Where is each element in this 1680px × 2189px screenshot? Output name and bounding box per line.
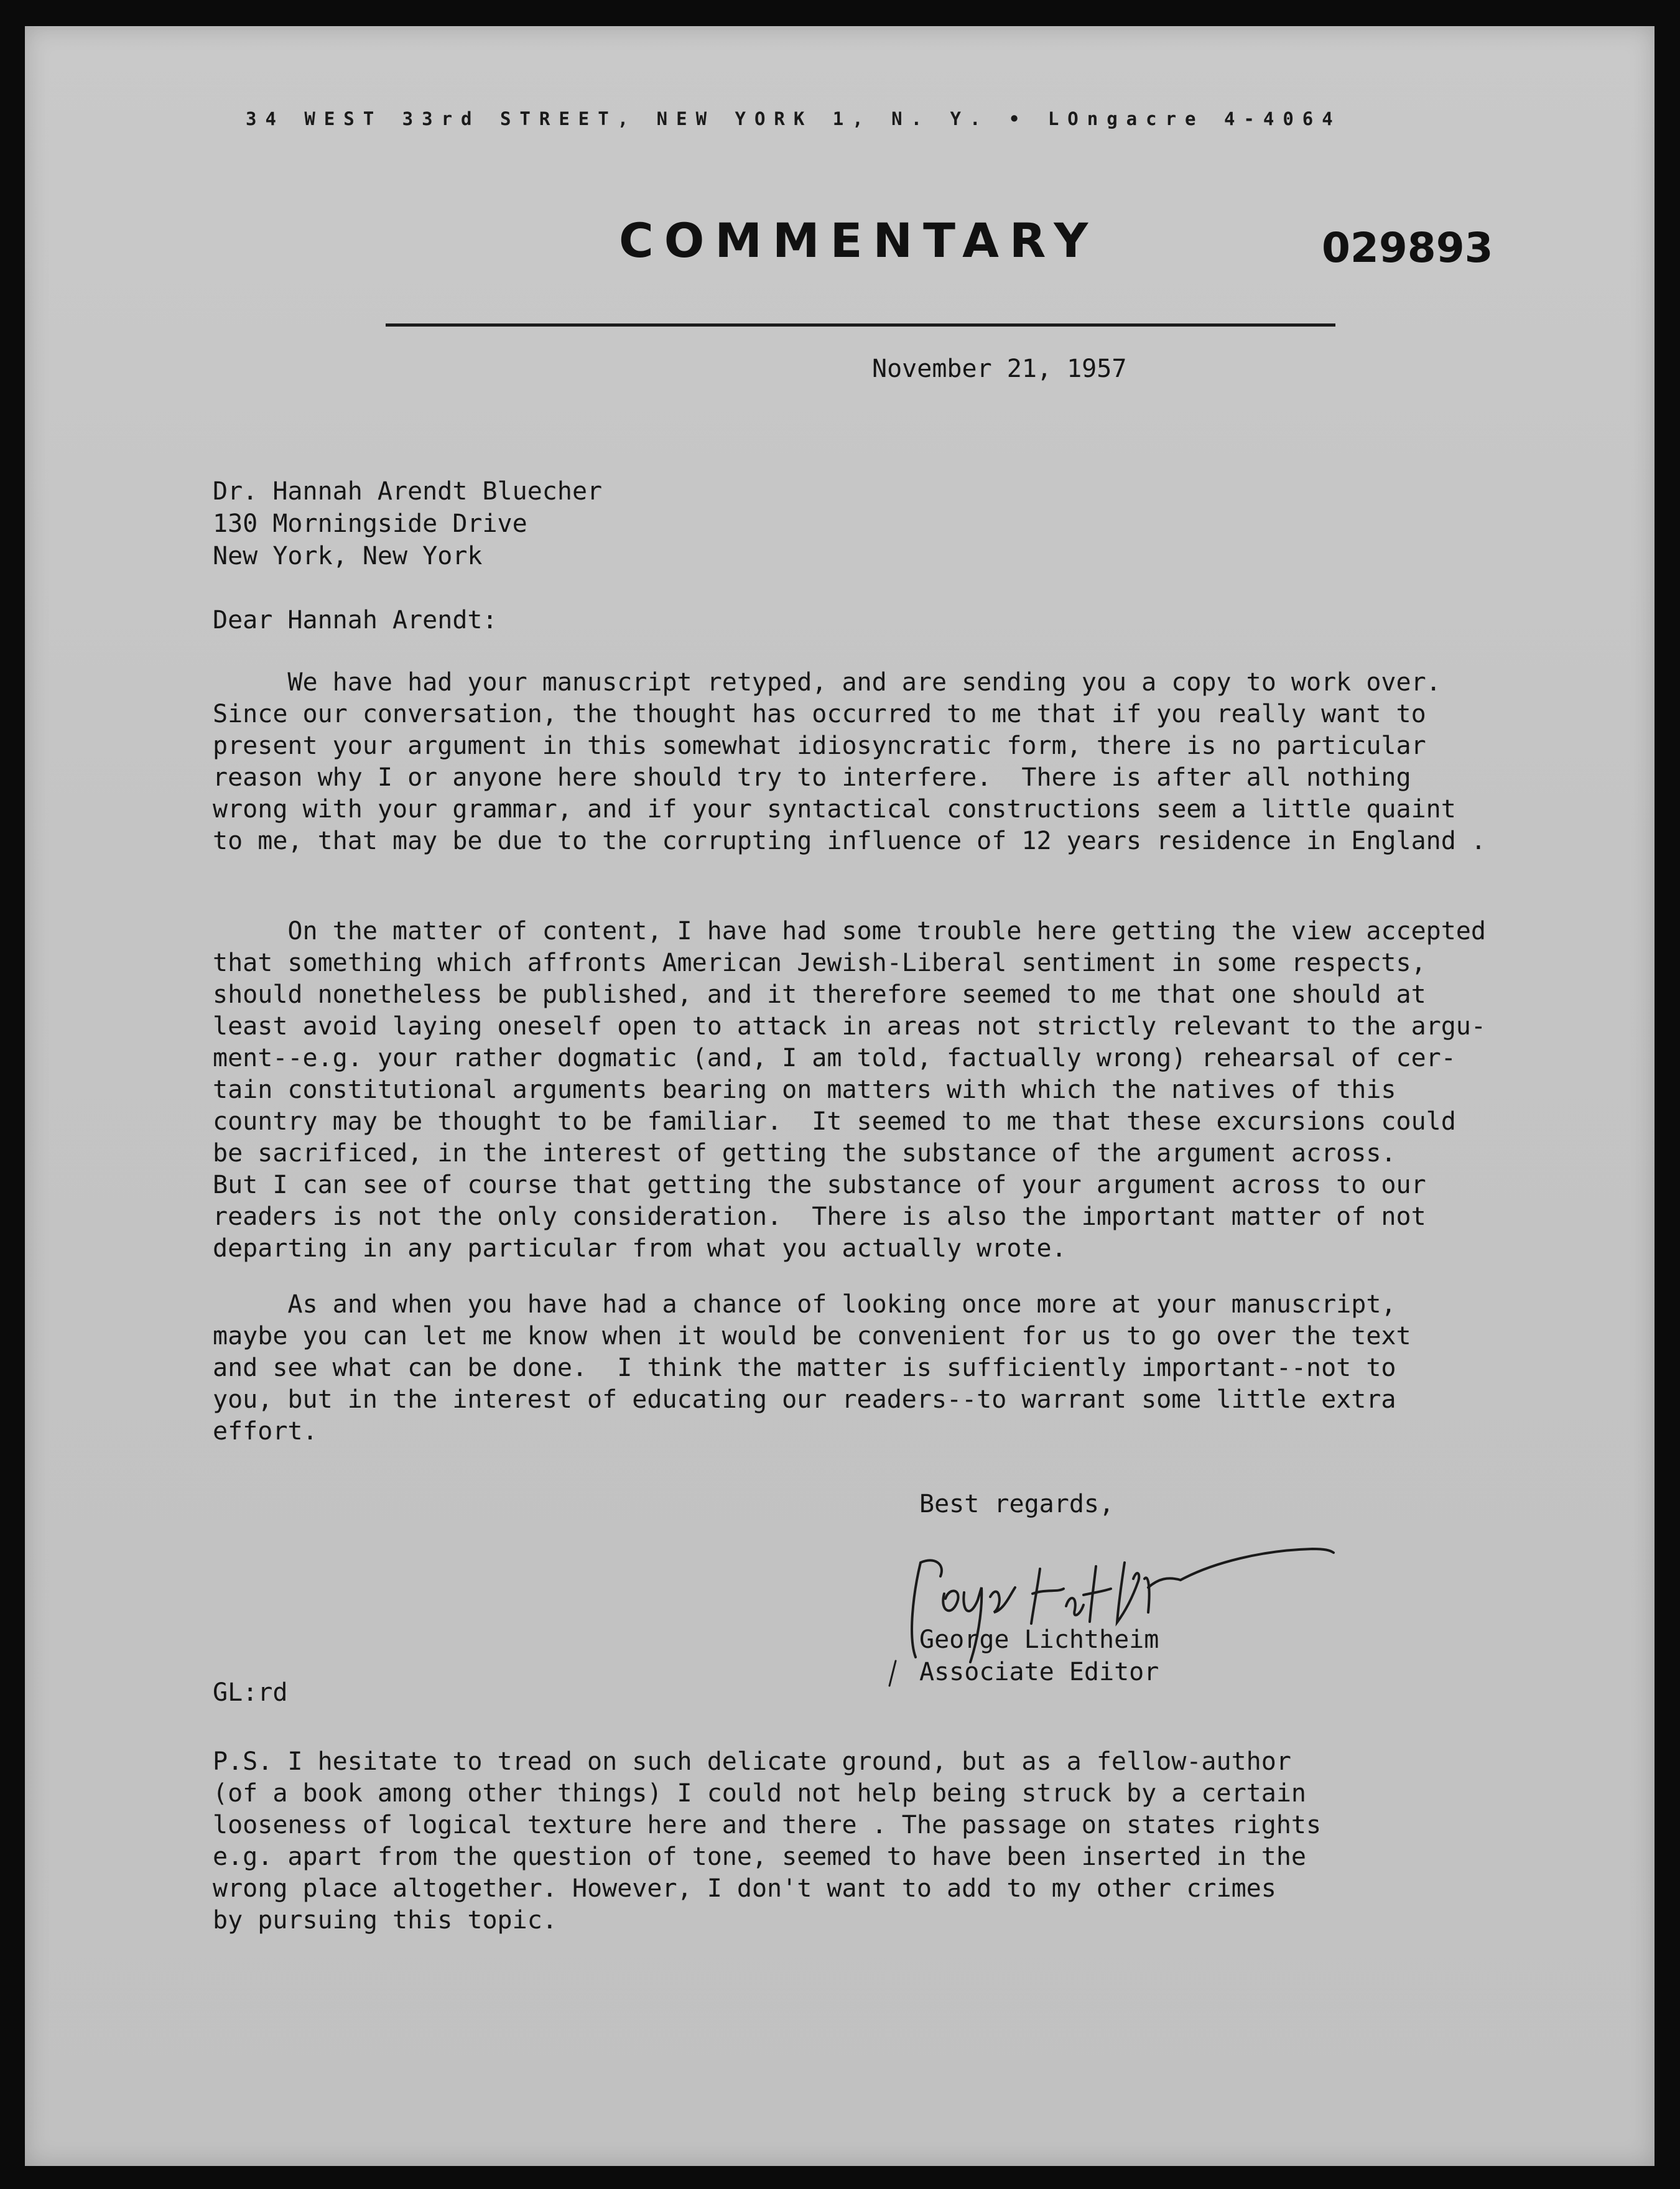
signature-block [919,1624,1159,1688]
paragraph-line: ment--e.g. your rather dogmatic (and, I am told, factually wrong) rehearsal of cer- [213,1044,1456,1072]
paragraph-line: wrong with your grammar, and if your syntactical constructions seem a little quaint [213,795,1456,824]
paragraph-line: and see what can be done. I think the matter is sufficiently important--not to [213,1354,1396,1382]
paragraph-line: maybe you can let me know when it would be convenient for us to go over the text [213,1322,1411,1350]
paragraph-line: On the matter of content, I have had some trouble here getting the view accepted [213,917,1486,946]
postscript-line: (of a book among other things) I could not help being struck by a certain [213,1779,1306,1808]
paragraph-line: effort. [213,1417,318,1446]
signer-name: George Lichtheim [919,1625,1159,1654]
postscript-line: by pursuing this topic. [213,1906,557,1935]
recipient-city: New York, New York [213,542,483,570]
paragraph-line: be sacrificed, in the interest of getting the substance of the argument across. [213,1139,1396,1168]
document-number: 029893 [1322,224,1493,272]
postscript-line: wrong place altogether. However, I don't want to add to my other crimes [213,1874,1276,1903]
paragraph-line: least avoid laying oneself open to attack in areas not strictly relevant to the argu- [213,1012,1486,1041]
paragraph-line: We have had your manuscript retyped, and are sending you a copy to work over. [213,668,1441,697]
postscript-line: e.g. apart from the question of tone, seemed to have been inserted in the [213,1843,1306,1871]
paragraph-line: to me, that may be due to the corrupting influence of 12 years residence in England . [213,827,1486,855]
letter-page [25,26,1654,2166]
recipient-name: Dr. Hannah Arendt Bluecher [213,477,603,506]
letterhead-rule [386,323,1335,327]
paragraph-line: present your argument in this somewhat idiosyncratic form, there is no particular [213,732,1426,760]
closing: Best regards, [919,1490,1115,1518]
paragraph-line: readers is not the only consideration. There is also the important matter of not [213,1202,1426,1231]
postscript [213,1746,1321,1936]
masthead-title: COMMENTARY [619,213,1099,268]
paragraph-3 [213,1289,1411,1448]
postscript-line: P.S. I hesitate to tread on such delicate ground, but as a fellow-author [213,1747,1291,1776]
paragraph-line: that something which affronts American Jewish-Liberal sentiment in some respects, [213,949,1426,977]
recipient-address [213,475,602,572]
letter-date: November 21, 1957 [872,355,1127,383]
paragraph-line: But I can see of course that getting the substance of your argument across to our [213,1171,1426,1199]
salutation: Dear Hannah Arendt: [213,606,498,634]
signer-title: Associate Editor [919,1658,1159,1686]
paragraph-line: you, but in the interest of educating our readers--to warrant some little extra [213,1385,1396,1414]
paragraph-1 [213,667,1486,857]
reference-initials: GL:rd [213,1678,288,1707]
recipient-street: 130 Morningside Drive [213,509,527,538]
paragraph-line: should nonetheless be published, and it therefore seemed to me that one should at [213,980,1426,1009]
postscript-line: looseness of logical texture here and there . The passage on states rights [213,1811,1322,1839]
paragraph-line: Since our conversation, the thought has occurred to me that if you really want to [213,700,1426,728]
paragraph-line: departing in any particular from what you actually wrote. [213,1234,1067,1263]
letterhead-address: 34 WEST 33rd STREET, NEW YORK 1, N. Y. • LOngacre 4-4064 [246,108,1342,129]
paragraph-line: tain constitutional arguments bearing on matters with which the natives of this [213,1076,1396,1104]
paragraph-line: reason why I or anyone here should try to interfere. There is after all nothing [213,763,1411,792]
paragraph-2 [213,916,1486,1265]
paragraph-line: country may be thought to be familiar. It seemed to me that these excursions could [213,1107,1456,1136]
paragraph-line: As and when you have had a chance of looking once more at your manuscript, [213,1290,1396,1319]
